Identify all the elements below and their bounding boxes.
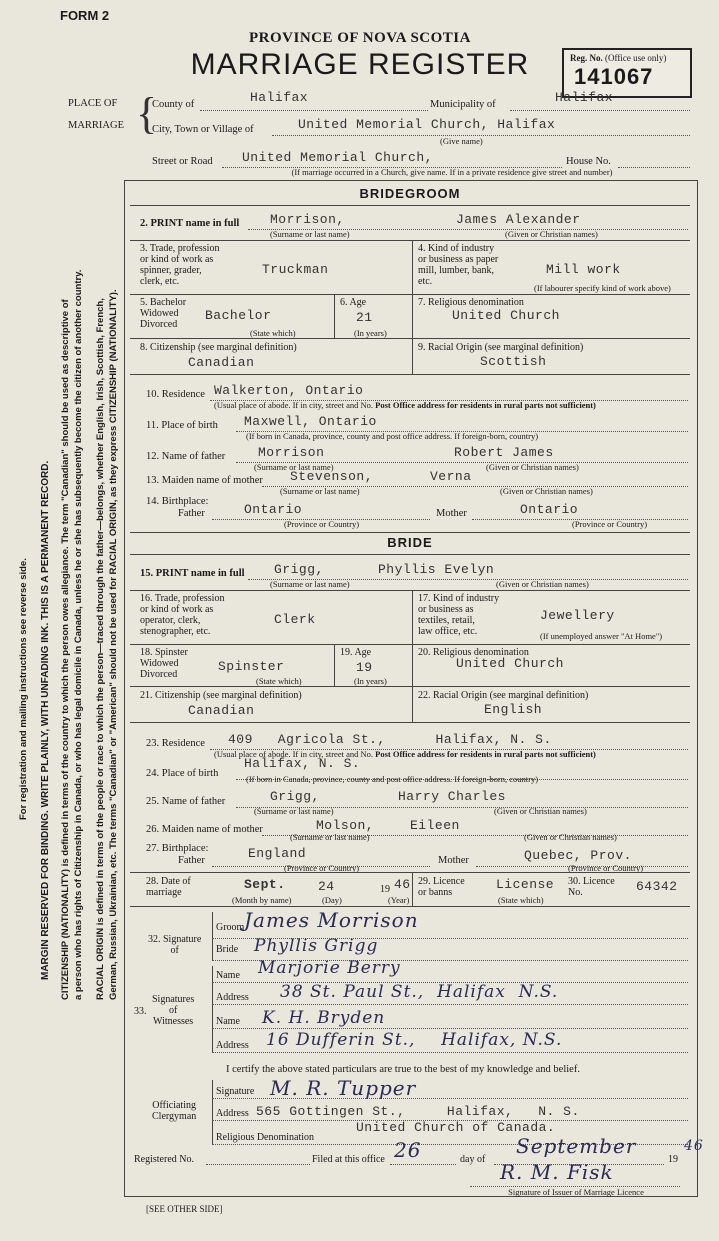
clergy-sig-label: Signature (216, 1086, 255, 1097)
f14-label: 14. Birthplace: (146, 496, 209, 507)
f10-value: Walkerton, Ontario (214, 383, 364, 398)
f32-label: 32. Signature of (148, 934, 202, 956)
f16-label: 16. Trade, profession or kind of work as operator, clerk, stenographer, etc. (140, 593, 225, 637)
f26-label: 26. Maiden name of mother (146, 824, 263, 835)
month-cap: (Month by name) (232, 895, 292, 905)
f9-value: Scottish (480, 354, 547, 369)
f9-label: 9. Racial Origin (see marginal definition) (418, 342, 584, 353)
f24-value: Halifax, N. S. (244, 756, 361, 771)
w1-address: 38 St. Paul St., Halifax N.S. (280, 982, 559, 1002)
place-of-label: PLACE OF MARRIAGE (68, 98, 125, 131)
f24-cap: (If born in Canada, province, county and post office address. If foreign-born, country) (246, 774, 539, 784)
reg-label: Reg. No. (Office use only) (570, 53, 667, 63)
f7-value: United Church (452, 308, 560, 323)
filed-day: 26 (394, 1138, 422, 1162)
f12-surname: Morrison (258, 445, 325, 460)
f29-cap: (State which) (498, 895, 544, 905)
officiating-label: Officiating Clergyman (152, 1100, 197, 1122)
f14-mother-cap: (Province or Country) (572, 519, 648, 529)
issuer-signature: R. M. Fisk (500, 1160, 614, 1184)
margin-line-6: German, Russian, Ukrainian, etc. The terms "Canadian" or "American" should not be used for RACIAL ORIGIN, as they express CITIZENSHIP (NATIONALITY). (108, 289, 119, 1000)
f17-cap: (If unemployed answer "At Home") (540, 631, 663, 641)
f20-value: United Church (456, 656, 564, 671)
f10-label: 10. Residence (146, 389, 205, 400)
f22-value: English (484, 702, 543, 717)
f5-value: Bachelor (205, 308, 272, 323)
f18-label: 18. Spinster Widowed Divorced (140, 647, 188, 680)
f33-label: 33. (134, 1006, 147, 1017)
f14-father: Ontario (244, 502, 303, 517)
f27-father-label: Father (178, 855, 205, 866)
margin-line-5: RACIAL ORIGIN is defined in terms of the people or race to which the person—traced through the father—belongs, whether English, Irish, Scottish, French, (95, 298, 106, 1000)
f12-surname-cap: (Surname or last name) (254, 462, 334, 472)
f14-father-cap: (Province or Country) (284, 519, 360, 529)
f24-label: 24. Place of birth (146, 768, 219, 779)
f23-cap: (Usual place of abode. If in city, street and No. Post Office address for residents in rural parts not sufficient) (214, 749, 596, 759)
bride-heading: BRIDE (387, 535, 433, 550)
street-label: Street or Road (152, 156, 213, 167)
f15-given: Phyllis Evelyn (378, 562, 495, 577)
f27-mother-label: Mother (438, 855, 469, 866)
w1-name-label: Name (216, 970, 240, 981)
f27-label: 27. Birthplace: (146, 843, 209, 854)
city-value: United Memorial Church, Halifax (298, 117, 556, 132)
province-title: PROVINCE OF NOVA SCOTIA (249, 30, 471, 46)
f18-value: Spinster (218, 659, 285, 674)
f5-cap: (State which) (250, 328, 296, 338)
f13-given: Verna (430, 469, 472, 484)
f19-label: 19. Age (340, 647, 372, 658)
f26-surname-cap: (Surname or last name) (290, 832, 370, 842)
f15-surname: Grigg, (274, 562, 324, 577)
f27-mother: Quebec, Prov. (524, 848, 632, 863)
margin-line-4: a person who has rights of Citizenship in Canada, or who has legal domicile in Canada, unless he or she has subsequently become the citizen of another country. (73, 269, 84, 1000)
f19-cap: (In years) (354, 676, 387, 686)
f8-value: Canadian (188, 355, 255, 370)
f13-surname: Stevenson, (290, 469, 374, 484)
f11-label: 11. Place of birth (146, 420, 218, 431)
f25-label: 25. Name of father (146, 796, 226, 807)
w2-address: 16 Dufferin St., Halifax, N.S. (266, 1030, 563, 1050)
f11-value: Maxwell, Ontario (244, 414, 377, 429)
municipality-label: Municipality of (430, 99, 496, 110)
brace: { (136, 89, 158, 138)
day-cap: (Day) (322, 895, 342, 905)
f12-label: 12. Name of father (146, 451, 226, 462)
street-value: United Memorial Church, (242, 150, 433, 165)
f2-label: 2. PRINT name in full (140, 218, 240, 229)
f15-label: 15. PRINT name in full (140, 568, 245, 579)
f6-label: 6. Age (340, 297, 367, 308)
filed-month: September (516, 1134, 637, 1158)
filed-year: 46 (684, 1138, 704, 1154)
groom-signature: James Morrison (244, 908, 419, 932)
f21-value: Canadian (188, 703, 255, 718)
f26-surname: Molson, (316, 818, 375, 833)
margin-line-1: For registration and mailing instructions see reverse side. (18, 558, 29, 820)
f4-cap: (If labourer specify kind of work above) (534, 283, 671, 293)
form-number: FORM 2 (60, 8, 110, 23)
f17-label: 17. Kind of industry or business as textiles, retail, law office, etc. (418, 593, 500, 637)
margin-line-2: MARGIN RESERVED FOR BINDING. WRITE PLAINLY, WITH UNFADING INK. THIS IS A PERMANENT RECORD. (40, 460, 51, 980)
filed-year-prefix: 19 (668, 1154, 678, 1165)
certify-text: I certify the above stated particulars are true to the best of my knowledge and belief. (226, 1064, 580, 1075)
f23-label: 23. Residence (146, 738, 205, 749)
f29-label: 29. Licence or banns (418, 876, 465, 898)
f4-value: Mill work (546, 262, 621, 277)
f2-surname: Morrison, (270, 212, 345, 227)
county-value: Halifax (250, 90, 309, 105)
f19-value: 19 (356, 660, 373, 675)
f14-mother: Ontario (520, 502, 579, 517)
f30-value: 64342 (636, 879, 678, 894)
f22-label: 22. Racial Origin (see marginal definition) (418, 690, 589, 701)
reg-number: 141067 (574, 64, 654, 89)
margin-line-3: CITIZENSHIP (NATIONALITY) is defined in terms of the country to which the person owes allegiance. The term "Canadian" should be used as descriptive of (60, 299, 71, 1000)
f27-mother-cap: (Province or Country) (568, 863, 644, 873)
f11-cap: (If born in Canada, province, county and post office address. If foreign-born, country) (246, 431, 539, 441)
f15-given-cap: (Given or Christian names) (496, 579, 589, 589)
groom-label: Groom (216, 922, 245, 933)
f26-given-cap: (Given or Christian names) (524, 832, 617, 842)
county-label: County of (152, 99, 195, 110)
f6-cap: (In years) (354, 328, 387, 338)
give-name-caption: (Give name) (440, 136, 483, 146)
f25-surname: Grigg, (270, 789, 320, 804)
registered-label: Registered No. (134, 1154, 194, 1165)
bride-signature: Phyllis Grigg (254, 936, 379, 956)
clergy-address: 565 Gottingen St., Halifax, N. S. (256, 1104, 580, 1119)
w2-name: K. H. Bryden (262, 1008, 386, 1028)
marriage-year: 46 (394, 877, 411, 892)
f7-label: 7. Religious denomination (418, 297, 524, 308)
f13-given-cap: (Given or Christian names) (500, 486, 593, 496)
f10-cap: (Usual place of abode. If in city, street and No. Post Office address for residents in rural parts not sufficient) (214, 400, 596, 410)
w1-address-label: Address (216, 992, 249, 1003)
f16-value: Clerk (274, 612, 316, 627)
f12-given: Robert James (454, 445, 554, 460)
f15-surname-cap: (Surname or last name) (270, 579, 350, 589)
clergy-address-label: Address (216, 1108, 249, 1119)
marriage-month: Sept. (244, 877, 286, 892)
f4-label: 4. Kind of industry or business as paper mill, lumber, bank, etc. (418, 243, 499, 287)
f6-value: 21 (356, 310, 373, 325)
f25-given: Harry Charles (398, 789, 506, 804)
f28-label: 28. Date of marriage (146, 876, 191, 898)
f2-given-cap: (Given or Christian names) (505, 229, 598, 239)
w1-name: Marjorie Berry (258, 958, 401, 978)
w2-address-label: Address (216, 1040, 249, 1051)
f26-given: Eileen (410, 818, 460, 833)
street-note: (If marriage occurred in a Church, give name. If in a private residence give street and number) (291, 167, 613, 177)
bridegroom-heading: BRIDEGROOM (359, 186, 461, 201)
f27-father: England (248, 846, 307, 861)
filed-label: Filed at this office (312, 1154, 385, 1165)
f12-given-cap: (Given or Christian names) (486, 462, 579, 472)
f2-given: James Alexander (456, 212, 581, 227)
page-title: MARRIAGE REGISTER (190, 48, 530, 81)
f21-label: 21. Citizenship (see marginal definition) (140, 690, 302, 701)
witness-label: Signatures of Witnesses (152, 994, 195, 1027)
issuer-cap: Signature of Issuer of Marriage Licence (508, 1187, 644, 1197)
house-label: House No. (566, 156, 611, 167)
f5-label: 5. Bachelor Widowed Divorced (140, 297, 187, 330)
f18-cap: (State which) (256, 676, 302, 686)
marriage-year-prefix: 19 (380, 884, 390, 895)
f8-label: 8. Citizenship (see marginal definition) (140, 342, 297, 353)
f14-father-label: Father (178, 508, 205, 519)
f20-label: 20. Religious denomination (418, 647, 529, 658)
f2-surname-cap: (Surname or last name) (270, 229, 350, 239)
bride-label: Bride (216, 944, 239, 955)
f29-value: License (496, 877, 555, 892)
w2-name-label: Name (216, 1016, 240, 1027)
f13-label: 13. Maiden name of mother (146, 475, 263, 486)
f13-surname-cap: (Surname or last name) (280, 486, 360, 496)
municipality-value: Halifax (555, 90, 614, 105)
f27-father-cap: (Province or Country) (284, 863, 360, 873)
f30-label: 30. Licence No. (568, 876, 615, 898)
f3-value: Truckman (262, 262, 329, 277)
f17-value: Jewellery (540, 608, 615, 623)
year-cap: (Year) (388, 895, 410, 905)
f23-value: 409 Agricola St., Halifax, N. S. (228, 732, 552, 747)
religious-label: Religious Denomination (216, 1132, 315, 1143)
f25-given-cap: (Given or Christian names) (494, 806, 587, 816)
marriage-day: 24 (318, 879, 335, 894)
f3-label: 3. Trade, profession or kind of work as spinner, grader, clerk, etc. (140, 243, 220, 287)
city-label: City, Town or Village of (152, 124, 254, 135)
clergy-religion: United Church of Canada. (356, 1120, 556, 1135)
day-of-label: day of (460, 1154, 486, 1165)
clergy-signature: M. R. Tupper (270, 1076, 417, 1100)
see-other-side: [SEE OTHER SIDE] (146, 1204, 223, 1214)
f14-mother-label: Mother (436, 508, 467, 519)
f25-surname-cap: (Surname or last name) (254, 806, 334, 816)
